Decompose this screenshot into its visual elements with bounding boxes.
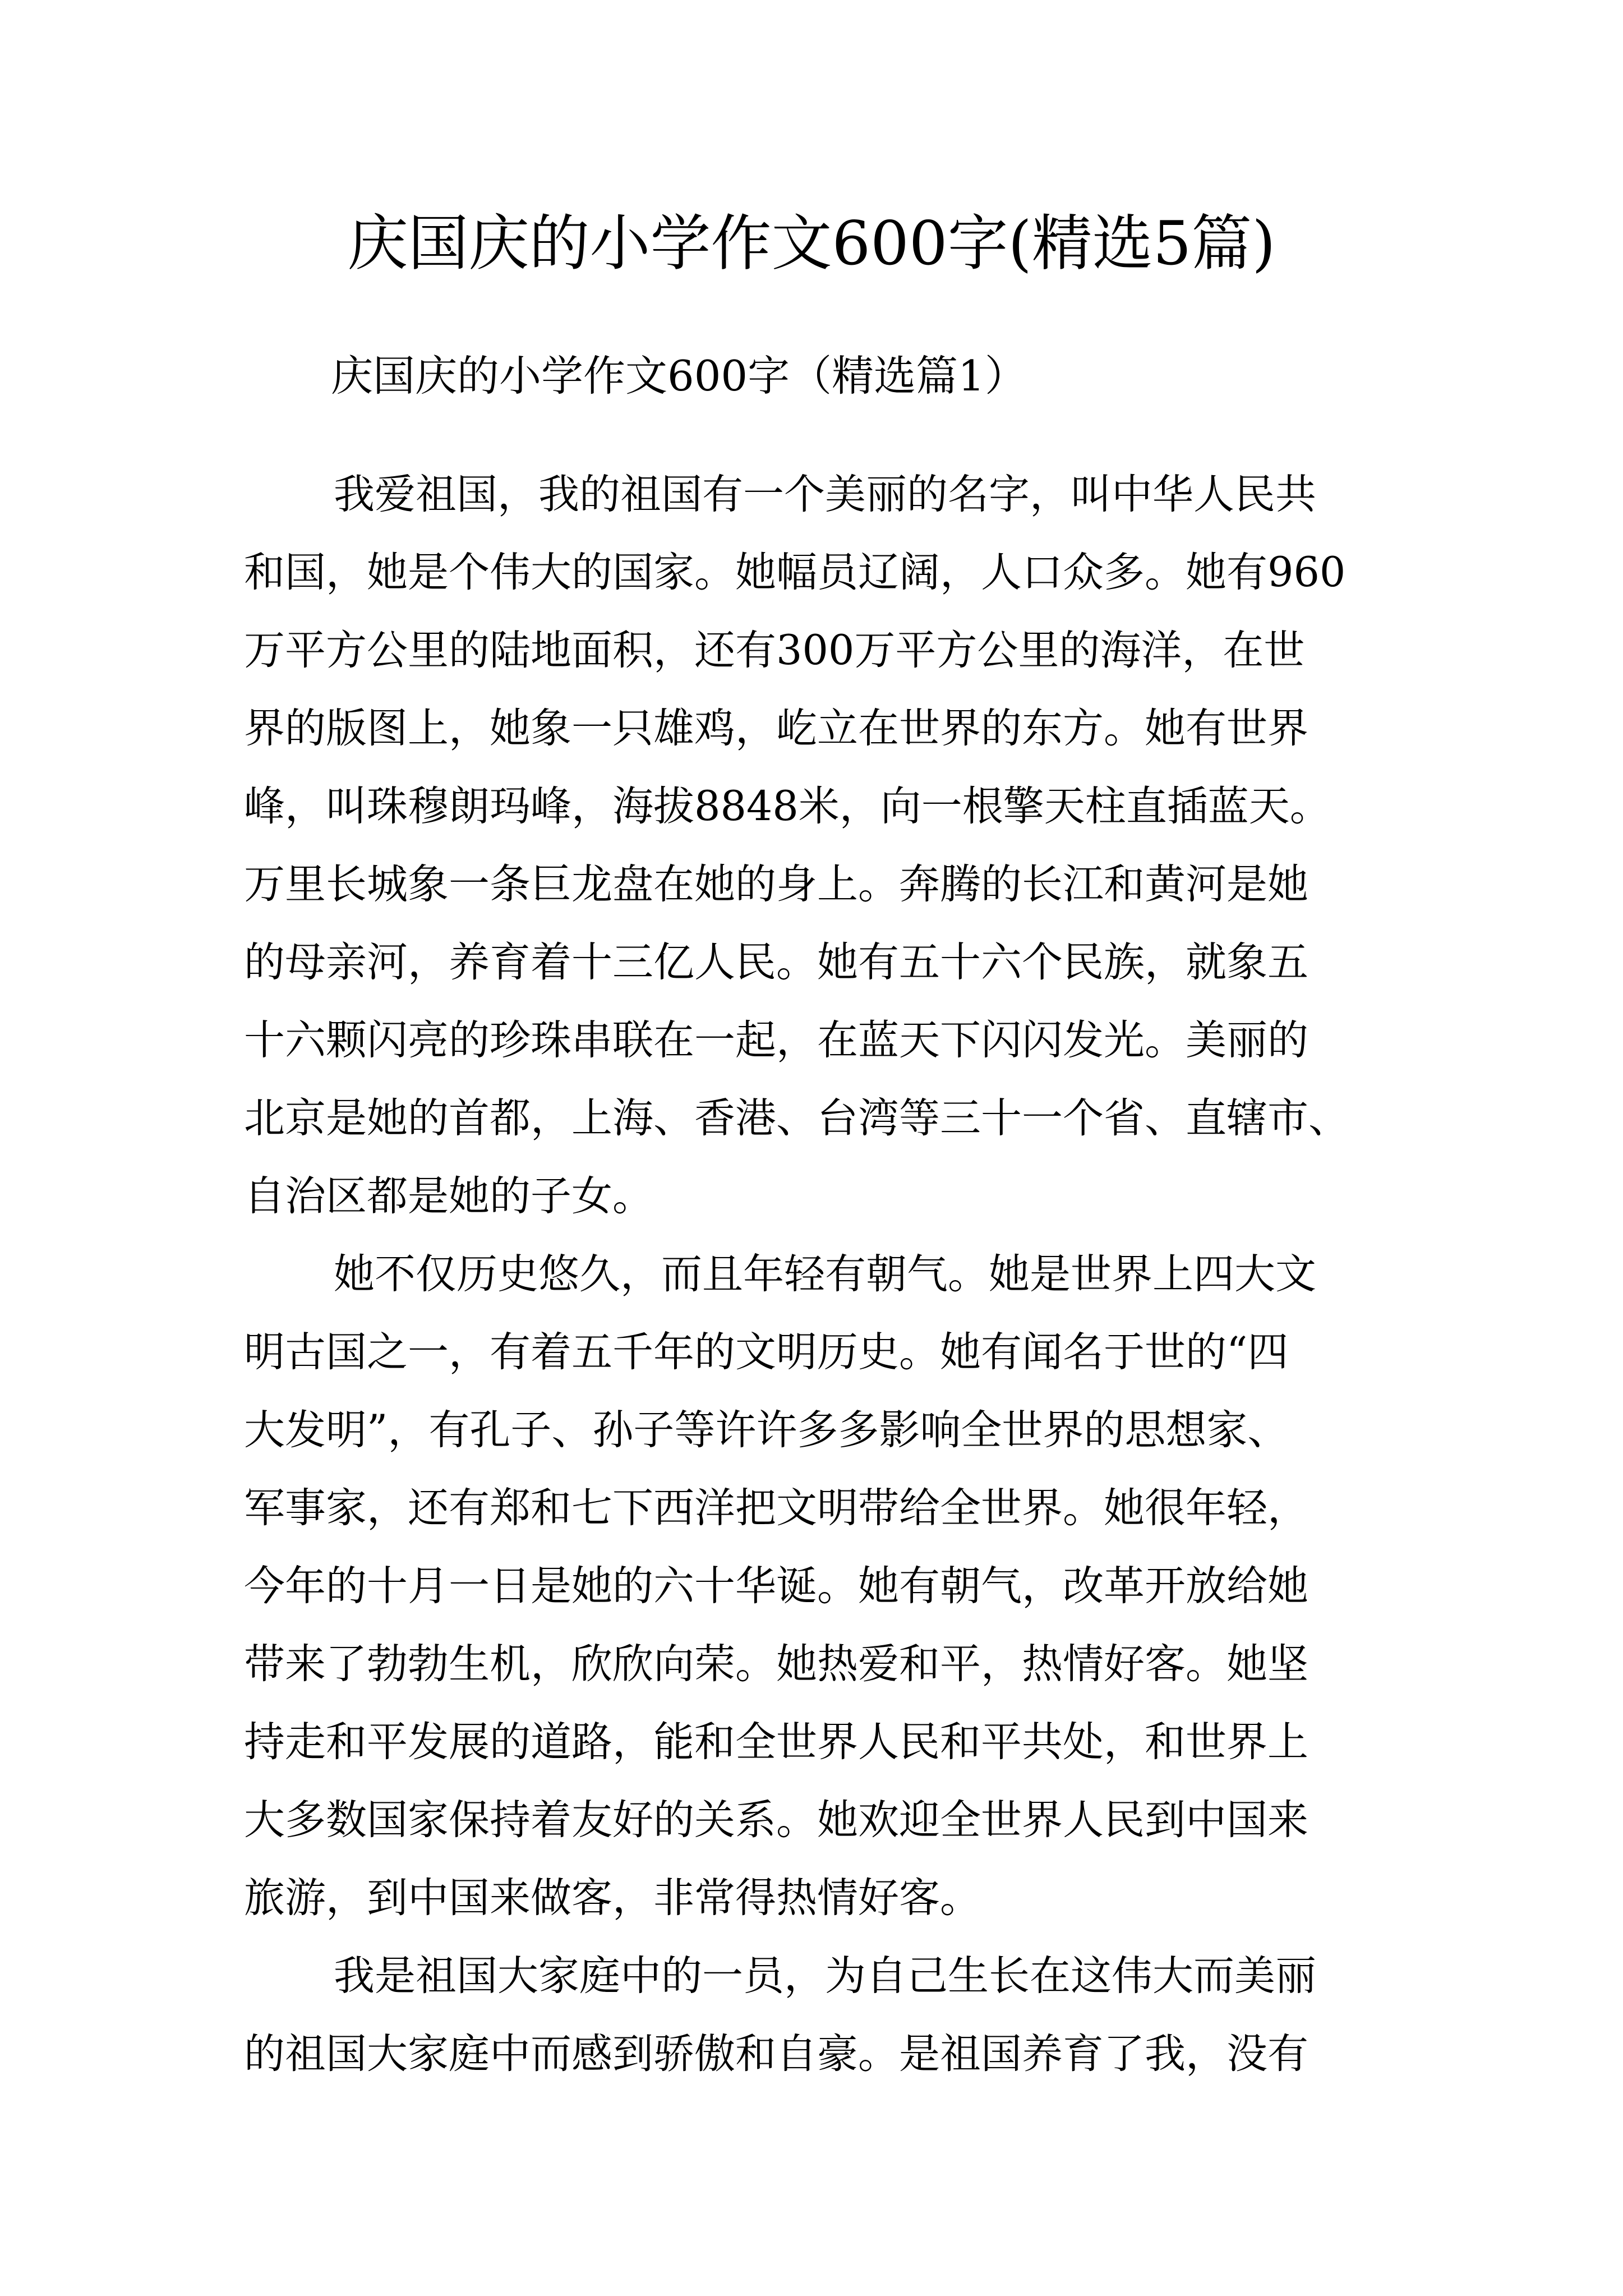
essay-line: 万平方公里的陆地面积，还有300万平方公里的海洋，在世 xyxy=(244,627,1305,674)
essay-line: 北京是她的首都，上海、香港、台湾等三十一个省、直辖市、 xyxy=(244,1094,1349,1142)
essay-line: 大多数国家保持着友好的关系。她欢迎全世界人民到中国来 xyxy=(244,1796,1308,1844)
essay-line: 持走和平发展的道路，能和全世界人民和平共处，和世界上 xyxy=(244,1718,1308,1766)
essay-line: 十六颗闪亮的珍珠串联在一起，在蓝天下闪闪发光。美丽的 xyxy=(244,1016,1308,1064)
essay-line: 峰，叫珠穆朗玛峰，海拔8848米，向一根擎天柱直插蓝天。 xyxy=(244,783,1331,830)
essay-line: 和国，她是个伟大的国家。她幅员辽阔，人口众多。她有960 xyxy=(244,549,1346,596)
essay-line: 我爱祖国，我的祖国有一个美丽的名字，叫中华人民共 xyxy=(334,471,1316,518)
essay-line: 大发明”，有孔子、孙子等许许多多影响全世界的思想家、 xyxy=(244,1406,1289,1454)
essay-body xyxy=(244,455,1410,2093)
essay-line: 的祖国大家庭中而感到骄傲和自豪。是祖国养育了我，没有 xyxy=(244,2030,1308,2078)
essay-line: 万里长城象一条巨龙盘在她的身上。奔腾的长江和黄河是她 xyxy=(244,861,1308,908)
essay-line: 带来了勃勃生机，欣欣向荣。她热爱和平，热情好客。她坚 xyxy=(244,1640,1308,1688)
essay-line: 界的版图上，她象一只雄鸡，屹立在世界的东方。她有世界 xyxy=(244,705,1308,752)
essay-line: 的母亲河，养育着十三亿人民。她有五十六个民族，就象五 xyxy=(244,938,1308,986)
section-heading: 庆国庆的小学作文600字（精选篇1） xyxy=(331,351,1027,401)
essay-line: 我是祖国大家庭中的一员，为自己生长在这伟大而美丽 xyxy=(334,1952,1316,2000)
essay-line: 旅游，到中国来做客，非常得热情好客。 xyxy=(244,1874,981,1922)
essay-line: 军事家，还有郑和七下西洋把文明带给全世界。她很年轻， xyxy=(244,1484,1308,1532)
essay-line: 自治区都是她的子女。 xyxy=(244,1172,653,1220)
essay-line: 她不仅历史悠久，而且年轻有朝气。她是世界上四大文 xyxy=(334,1250,1316,1298)
essay-line: 今年的十月一日是她的六十华诞。她有朝气，改革开放给她 xyxy=(244,1562,1308,1610)
document-title: 庆国庆的小学作文600字(精选5篇) xyxy=(347,209,1276,279)
essay-line: 明古国之一，有着五千年的文明历史。她有闻名于世的“四 xyxy=(244,1328,1289,1376)
